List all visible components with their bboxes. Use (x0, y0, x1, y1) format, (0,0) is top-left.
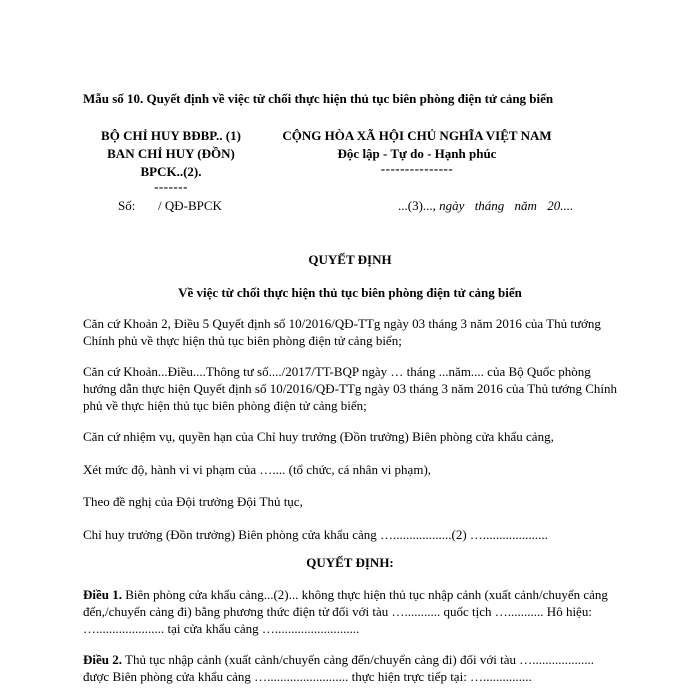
national-name: CỘNG HÒA XÃ HỘI CHỦ NGHĨA VIỆT NAM (282, 128, 552, 143)
document-number: / QĐ-BPCK (158, 198, 222, 213)
article-1-text: Biên phòng cửa khẩu cảng...(2)... không thực hiện thủ tục nhập cảnh (xuất cảnh/chuyển cảng đến,/chuyển cảng đi) bằng phương thức điện tử đối với tàu …........... quốc tịch …........... Hô hiệu: …..................... tại cửa khẩu cảng ….......................... (83, 587, 608, 636)
document-title: QUYẾT ĐỊNH (308, 252, 392, 267)
national-motto: Độc lập - Tự do - Hạnh phúc (337, 146, 497, 161)
header-right (272, 127, 562, 175)
decision-title: QUYẾT ĐỊNH: (306, 555, 394, 570)
paragraph-6: Chỉ huy trưởng (Đồn trưởng) Biên phòng cửa khẩu cảng …..................(2) ….................... (83, 527, 548, 542)
document-subtitle: Về việc từ chối thực hiện thủ tục biên phòng điện tử cảng biển (178, 285, 522, 300)
paragraph-4: Xét mức độ, hành vi vi phạm của ….... (tổ chức, cá nhân vi phạm), (83, 462, 432, 477)
header-left-line1: BỘ CHỈ HUY BĐBP.. (1) (101, 128, 241, 143)
date-place: ...(3)..., (398, 198, 436, 213)
paragraph-5: Theo đề nghị của Đội trưởng Đội Thủ tục, (83, 494, 303, 509)
article-2-text: Thủ tục nhập cảnh (xuất cảnh/chuyển cảng đến/chuyển cảng đi) đối với tàu …................... được Biên phòng cửa khẩu cảng …......................... thực hiện trực tiếp tại: …............... (83, 652, 594, 684)
paragraph-1: Căn cứ Khoản 2, Điều 5 Quyết định số 10/2016/QĐ-TTg ngày 03 tháng 3 năm 2016 của Thủ tướng Chính phủ về thực hiện thủ tục biên phòng điện tử cảng biển; (83, 316, 601, 348)
paragraph-3: Căn cứ nhiệm vụ, quyền hạn của Chỉ huy trưởng (Đồn trưởng) Biên phòng cửa khẩu cảng, (83, 429, 554, 444)
article-1-label: Điều 1. (83, 587, 122, 602)
paragraph-2: Căn cứ Khoản...Điều....Thông tư số..../2017/TT-BQP ngày … tháng ...năm.... của Bộ Quốc phòng hướng dẫn thực hiện Quyết định số 10/2016/QĐ-TTg ngày 03 tháng 3 năm 2016 của Thủ tướng Chính phủ về thực hiện thủ tục biên phòng điện tử cảng biển; (83, 364, 617, 413)
header-right-dashes: --------------- (380, 161, 454, 176)
header-left-line3: BPCK..(2). (140, 164, 202, 179)
header-left-line2: BAN CHỈ HUY (ĐỒN) (107, 146, 235, 161)
document-number-label: Số: (118, 198, 136, 213)
article-2-label: Điều 2. (83, 652, 122, 667)
form-title: Mẫu số 10. Quyết định về việc từ chối thực hiện thủ tục biên phòng điện tử cảng biển (83, 91, 554, 106)
article-2 (83, 651, 618, 685)
date-text: ngày tháng năm 20.... (439, 198, 574, 213)
date-line (398, 198, 573, 214)
article-1 (83, 586, 618, 637)
header-left (82, 127, 260, 193)
header-left-dashes: ------- (154, 179, 188, 194)
